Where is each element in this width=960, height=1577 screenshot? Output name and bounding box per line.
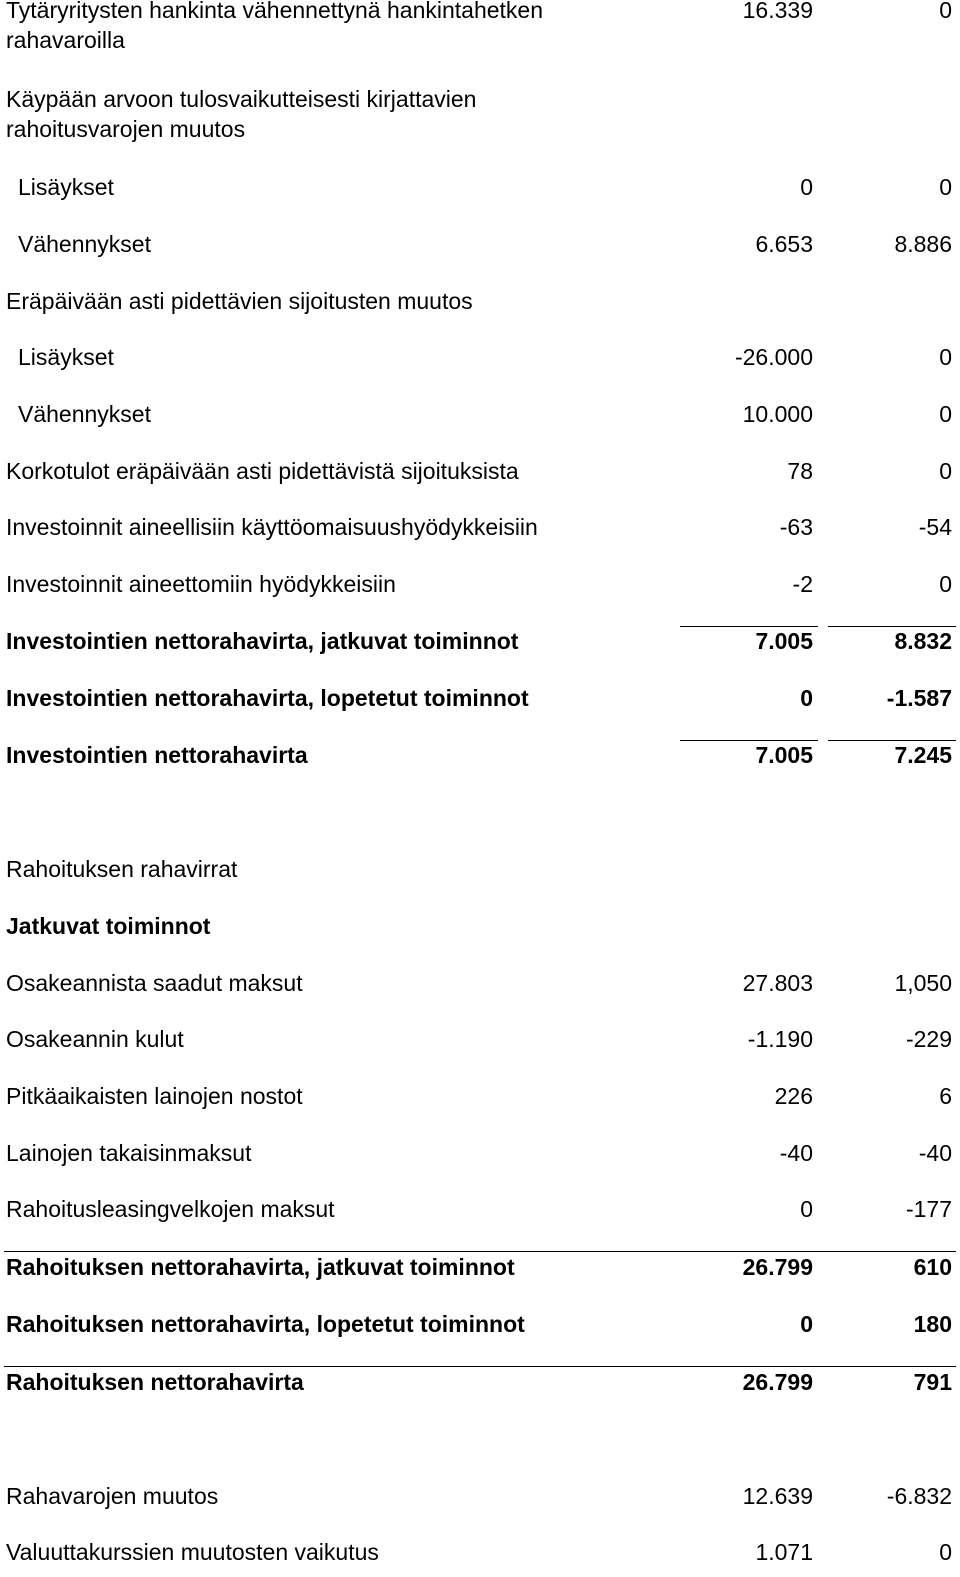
table-row: [0, 456, 960, 496]
table-row: [0, 1537, 960, 1577]
row-value-col1: 16.339: [742, 0, 813, 23]
row-value-col1: 6.653: [755, 231, 813, 257]
row-label: Rahavarojen muutos: [6, 1483, 219, 1509]
table-row: [0, 229, 960, 269]
table-row: [0, 1024, 960, 1064]
row-value-col2: -54: [918, 514, 952, 540]
row-value-col2: -1.587: [886, 685, 952, 711]
table-row: [0, 740, 960, 780]
table-row: [0, 399, 960, 439]
row-label: Rahoituksen nettorahavirta, jatkuvat toiminnot: [6, 1254, 515, 1280]
row-value-col1: 78: [787, 458, 813, 484]
table-row: [0, 968, 960, 1008]
row-value-col2: 180: [913, 1311, 952, 1337]
row-label: Pitkäaikaisten lainojen nostot: [6, 1083, 303, 1109]
table-row: [0, 1367, 960, 1407]
row-label: Vähennykset: [18, 401, 151, 427]
row-value-col1: 26.799: [742, 1369, 813, 1395]
row-value-col1: 7.005: [755, 628, 813, 654]
row-value-col1: -2: [792, 571, 813, 597]
row-value-col1: -1.190: [747, 1026, 813, 1052]
row-value-col2: 8.886: [894, 231, 952, 257]
table-row: [0, 1309, 960, 1349]
table-row: [0, 1481, 960, 1521]
table-row: [0, 1194, 960, 1234]
row-label: Investointien nettorahavirta: [6, 742, 308, 768]
row-label: Investointien nettorahavirta, lopetetut toiminnot: [6, 685, 529, 711]
row-label: Osakeannin kulut: [6, 1026, 184, 1052]
row-value-col1: 12.639: [742, 1483, 813, 1509]
row-label: Korkotulot eräpäivään asti pidettävistä sijoituksista: [6, 458, 519, 484]
row-value-col1: 26.799: [742, 1254, 813, 1280]
row-value-col2: -177: [905, 1196, 952, 1222]
row-value-col1: -26.000: [734, 344, 813, 370]
row-value-col2: 0: [939, 0, 952, 23]
row-value-col2: -229: [905, 1026, 952, 1052]
table-row: [0, 1138, 960, 1178]
row-value-col1: 226: [774, 1083, 813, 1109]
table-row: [0, 1081, 960, 1121]
row-label: Lisäykset: [18, 174, 114, 200]
row-value-col2: 6: [939, 1083, 952, 1109]
row-value-col2: 0: [939, 458, 952, 484]
row-label: Investointien nettorahavirta, jatkuvat toiminnot: [6, 628, 519, 654]
row-label: Rahoitusleasingvelkojen maksut: [6, 1196, 335, 1222]
row-label: Lainojen takaisinmaksut: [6, 1140, 252, 1166]
row-value-col2: 0: [939, 401, 952, 427]
row-label: Investoinnit aineettomiin hyödykkeisiin: [6, 571, 396, 597]
row-value-col1: 0: [800, 685, 813, 711]
table-row: [0, 286, 960, 326]
row-label: Investoinnit aineellisiin käyttöomaisuushyödykkeisiin: [6, 514, 538, 540]
row-value-col1: -63: [779, 514, 813, 540]
table-row: [0, 512, 960, 552]
row-label: Käypään arvoon tulosvaikutteisesti kirjattavien rahoitusvarojen muutos: [6, 86, 477, 142]
table-row: [0, 1252, 960, 1292]
row-value-col2: -6.832: [886, 1483, 952, 1509]
row-value-col1: 1.071: [755, 1539, 813, 1565]
row-label: Rahoituksen nettorahavirta, lopetetut toiminnot: [6, 1311, 525, 1337]
row-value-col2: 610: [913, 1254, 952, 1280]
table-row: [0, 626, 960, 666]
row-value-col2: 8.832: [894, 628, 952, 654]
table-row: [0, 342, 960, 382]
row-value-col2: 791: [913, 1369, 952, 1395]
row-value-col1: 7.005: [755, 742, 813, 768]
row-value-col1: 27.803: [742, 970, 813, 996]
table-row: [0, 172, 960, 212]
row-value-col1: 10.000: [742, 401, 813, 427]
row-label: Rahoituksen nettorahavirta: [6, 1369, 304, 1395]
table-row: [0, 84, 960, 142]
row-label: Osakeannista saadut maksut: [6, 970, 303, 996]
row-value-col2: 0: [939, 1539, 952, 1565]
row-value-col1: -40: [779, 1140, 813, 1166]
section-subheading: [0, 911, 960, 951]
row-label: Eräpäivään asti pidettävien sijoitusten muutos: [6, 288, 473, 314]
row-value-col2: 0: [939, 174, 952, 200]
row-label: Rahoituksen rahavirrat: [6, 856, 238, 882]
row-value-col2: -40: [918, 1140, 952, 1166]
row-label: Valuuttakurssien muutosten vaikutus: [6, 1539, 379, 1565]
section-heading: [0, 854, 960, 894]
table-row: [0, 683, 960, 723]
row-value-col2: 7.245: [894, 742, 952, 768]
row-value-col2: 1,050: [894, 970, 952, 996]
row-value-col2: 0: [939, 344, 952, 370]
row-label: Tytäryritysten hankinta vähennettynä hankintahetken rahavaroilla: [6, 0, 544, 53]
row-value-col1: 0: [800, 1311, 813, 1337]
row-label: Lisäykset: [18, 344, 114, 370]
table-row: [0, 569, 960, 609]
row-label: Vähennykset: [18, 231, 151, 257]
table-row: [0, 0, 960, 53]
row-label: Jatkuvat toiminnot: [6, 913, 211, 939]
row-value-col2: 0: [939, 571, 952, 597]
row-value-col1: 0: [800, 174, 813, 200]
row-value-col1: 0: [800, 1196, 813, 1222]
